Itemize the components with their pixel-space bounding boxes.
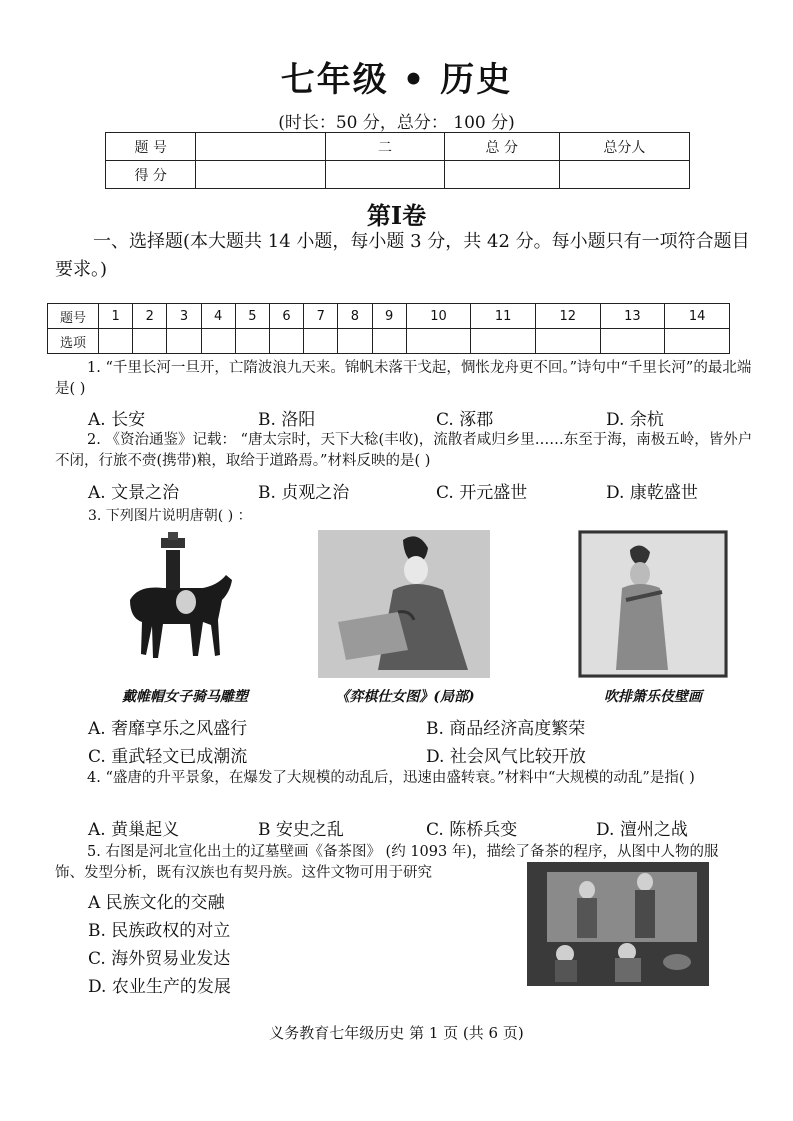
answer-number: 7 xyxy=(304,304,338,329)
option-c: C. 涿郡 xyxy=(436,410,494,430)
score-cell xyxy=(559,161,689,189)
answer-number: 11 xyxy=(471,304,536,329)
exam-title: 七年级 • 历史 xyxy=(280,60,513,100)
answer-blank[interactable] xyxy=(406,329,471,354)
option-c: C. 陈桥兵变 xyxy=(426,820,518,840)
score-cell: 得 分 xyxy=(106,161,196,189)
answer-number: 2 xyxy=(133,304,167,329)
option-a: A. 奢靡享乐之风盛行 xyxy=(88,719,248,739)
question-1 xyxy=(55,358,755,400)
answer-blank[interactable] xyxy=(600,329,665,354)
question-stem: 5. 右图是河北宣化出土的辽墓壁画《备茶图》 (约 1093 年)，描绘了备茶的程序，从图中人物的服饰、发型分析，既有汉族也有契丹族。这件文物可用于研究 xyxy=(55,844,719,881)
page-footer: 义务教育七年级历史 第 1 页 (共 6 页) xyxy=(269,1024,524,1042)
answer-number: 9 xyxy=(372,304,406,329)
answer-blank[interactable] xyxy=(665,329,730,354)
option-d: D. 农业生产的发展 xyxy=(88,977,231,997)
score-table xyxy=(105,132,690,189)
option-c: C. 海外贸易业发达 xyxy=(88,949,231,969)
answer-blank[interactable] xyxy=(167,329,201,354)
answer-number: 5 xyxy=(235,304,269,329)
option-b: B 安史之乱 xyxy=(258,820,344,840)
section-heading: 一、选择题(本大题共 14 小题，每小题 3 分，共 42 分。每小题只有一项符合题目要求。) xyxy=(55,231,750,280)
answer-number: 12 xyxy=(535,304,600,329)
answer-row-label: 选项 xyxy=(48,329,99,354)
score-cell xyxy=(444,161,559,189)
option-b: B. 商品经济高度繁荣 xyxy=(426,719,586,739)
answer-number: 13 xyxy=(600,304,665,329)
option-d: D. 余杭 xyxy=(606,410,664,430)
score-cell xyxy=(196,161,326,189)
answer-number: 8 xyxy=(338,304,372,329)
score-cell: 总 分 xyxy=(444,133,559,161)
option-b: B. 洛阳 xyxy=(258,410,316,430)
question-stem: 4. “盛唐的升平景象，在爆发了大规模的动乱后，迅速由盛转衰。”材料中“大规模的动乱”是指( ) xyxy=(87,770,695,786)
answer-table xyxy=(47,303,730,354)
score-cell xyxy=(196,133,326,161)
answer-blank[interactable] xyxy=(201,329,235,354)
horse-rider-sculpture-image xyxy=(118,530,238,680)
score-cell: 二 xyxy=(326,133,444,161)
answer-blank[interactable] xyxy=(372,329,406,354)
answer-blank[interactable] xyxy=(338,329,372,354)
musician-mural-image xyxy=(578,530,728,678)
option-a: A. 黄巢起义 xyxy=(88,820,180,840)
answer-number: 10 xyxy=(406,304,471,329)
option-b: B. 民族政权的对立 xyxy=(88,921,231,941)
option-a: A. 长安 xyxy=(88,410,146,430)
go-playing-lady-painting-image xyxy=(318,530,490,678)
option-d: D. 社会风气比较开放 xyxy=(426,747,586,767)
score-cell: 总分人 xyxy=(559,133,689,161)
answer-blank[interactable] xyxy=(235,329,269,354)
question-4 xyxy=(55,768,755,789)
answer-blank[interactable] xyxy=(99,329,133,354)
question-3-stem: 3. 下列图片说明唐朝( ) ： xyxy=(88,508,252,524)
option-c: C. 重武轻文已成潮流 xyxy=(88,747,248,767)
image-caption: 戴帷帽女子骑马雕塑 xyxy=(122,689,248,705)
score-cell: 题 号 xyxy=(106,133,196,161)
answer-number: 6 xyxy=(269,304,303,329)
option-a: A 民族文化的交融 xyxy=(88,893,225,913)
option-b: B. 贞观之治 xyxy=(258,483,350,503)
answer-row-label: 题号 xyxy=(48,304,99,329)
answer-blank[interactable] xyxy=(304,329,338,354)
answer-number: 14 xyxy=(665,304,730,329)
answer-blank[interactable] xyxy=(535,329,600,354)
option-a: A. 文景之治 xyxy=(88,483,180,503)
option-d: D. 康乾盛世 xyxy=(606,483,698,503)
tea-preparation-mural-image xyxy=(527,862,709,986)
option-d: D. 澶州之战 xyxy=(596,820,688,840)
answer-blank[interactable] xyxy=(269,329,303,354)
answer-number: 1 xyxy=(99,304,133,329)
image-caption: 吹排箫乐伎壁画 xyxy=(604,689,702,705)
answer-blank[interactable] xyxy=(133,329,167,354)
part-title: 第Ⅰ卷 xyxy=(366,201,427,230)
score-cell xyxy=(326,161,444,189)
option-c: C. 开元盛世 xyxy=(436,483,528,503)
exam-subtitle: (时长：50 分，总分： 100 分) xyxy=(278,113,515,133)
answer-number: 3 xyxy=(167,304,201,329)
answer-blank[interactable] xyxy=(471,329,536,354)
answer-number: 4 xyxy=(201,304,235,329)
question-stem: 1. “千里长河一旦开，亡隋波浪九天来。锦帆未落干戈起，惆怅龙舟更不回。”诗句中“千里长河”的最北端是( ) xyxy=(55,360,752,397)
question-stem: 2. 《资治通鉴》记载： “唐太宗时，天下大稔(丰收)，流散者咸归乡里……东至于海，南极五岭，皆外户不闭，行旅不赍(携带)粮，取给于道路焉。”材料反映的是( ) xyxy=(55,432,753,469)
question-2 xyxy=(55,430,755,472)
image-caption: 《弈棋仕女图》(局部) xyxy=(335,689,475,705)
